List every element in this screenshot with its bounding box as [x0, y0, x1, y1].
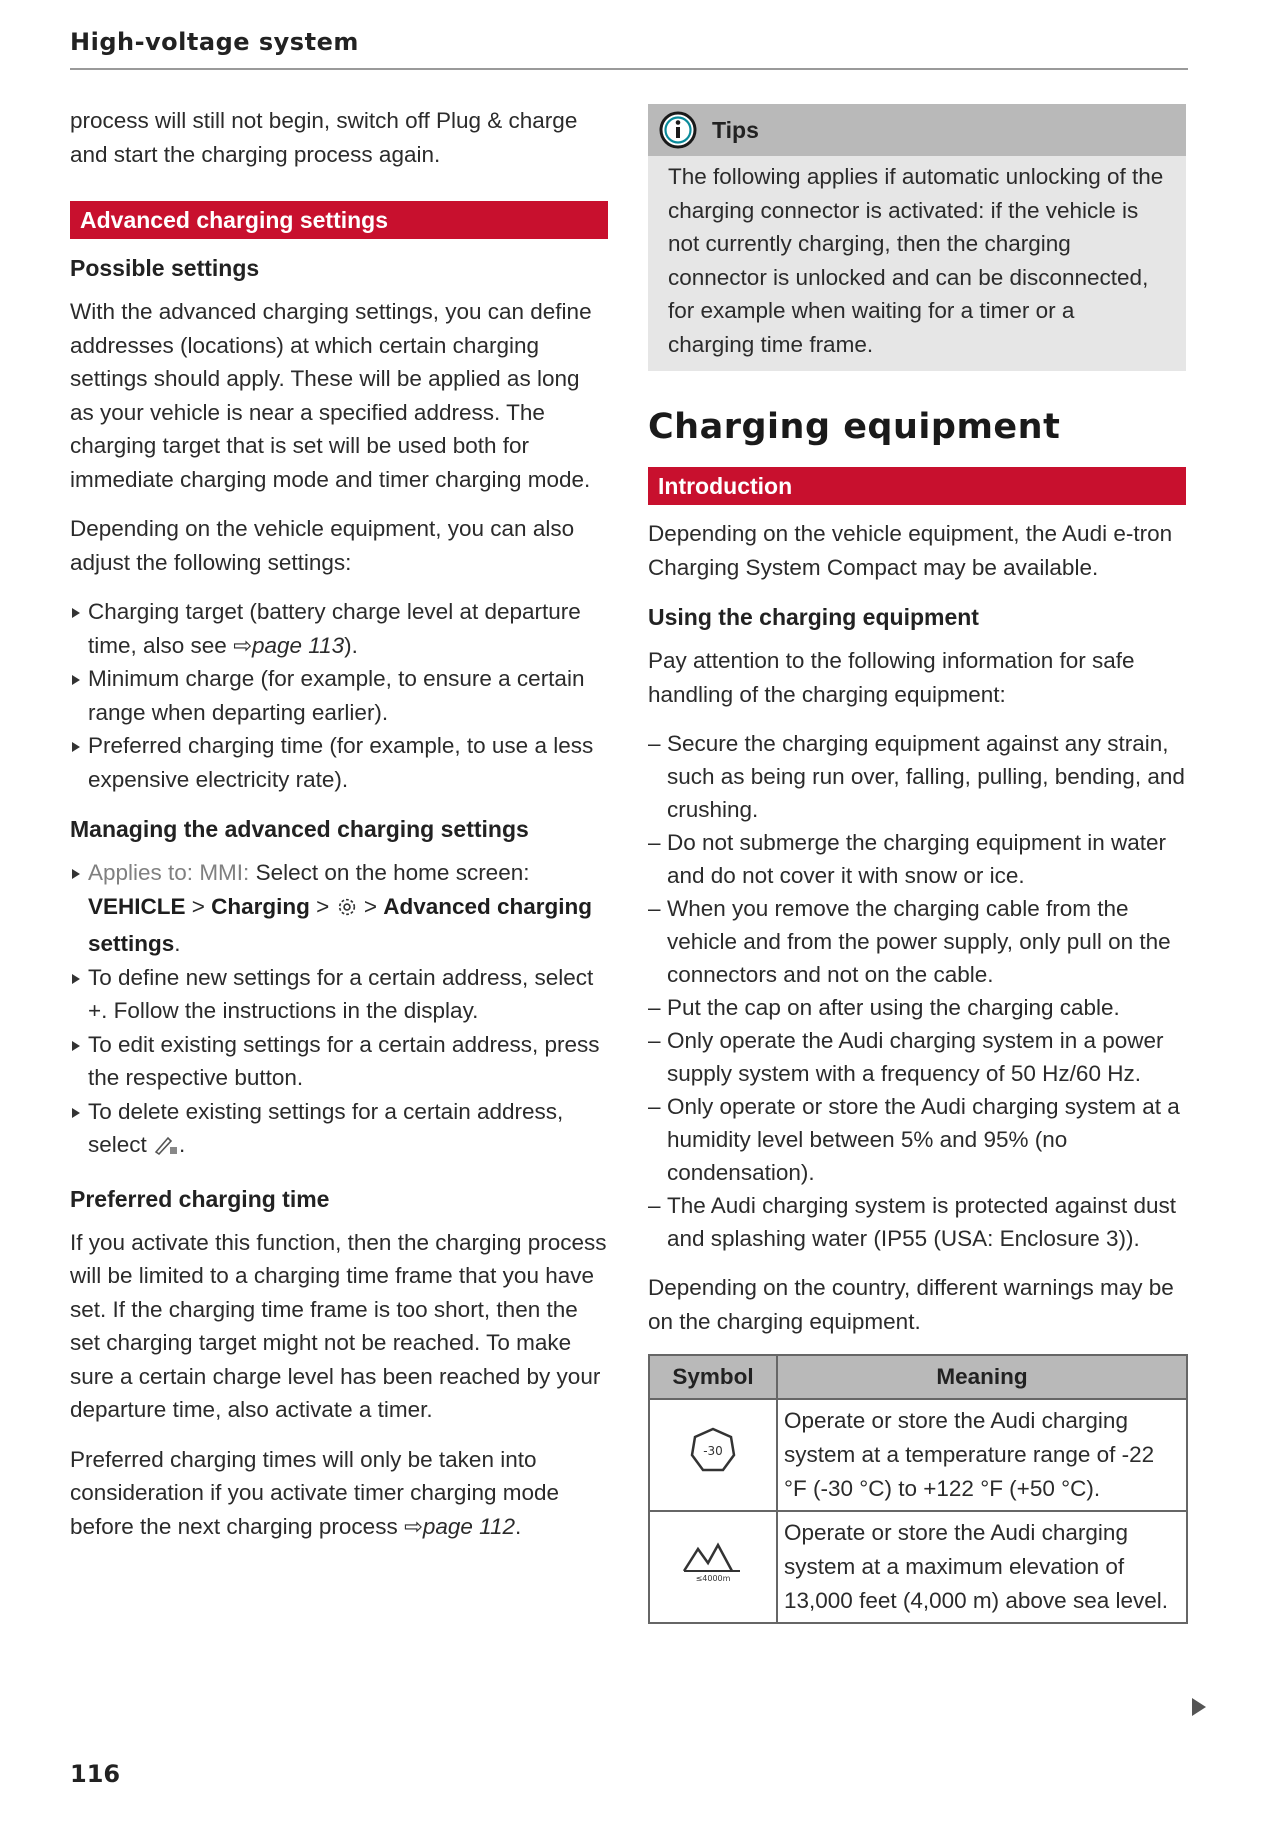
list-item: – When you remove the charging cable from the vehicle and from the power supply, only pull on the connectors and not on the cable. — [648, 892, 1186, 991]
safety-list — [648, 727, 1186, 1255]
paragraph-using-2: Depending on the country, different warnings may be on the charging equipment. — [648, 1275, 1174, 1334]
header-divider — [70, 68, 1188, 70]
menu-separator: > — [309, 893, 336, 919]
tips-box — [648, 104, 1186, 371]
paragraph-text: Preferred charging times will only be taken into consideration if you activate timer charging mode before the next charging process — [70, 1446, 560, 1539]
page-number: 116 — [70, 1760, 121, 1788]
symbol-table — [648, 1354, 1188, 1624]
right-column — [648, 104, 1186, 1624]
column-header-symbol: Symbol — [649, 1355, 777, 1399]
menu-separator: > — [185, 893, 212, 919]
menu-path-charging: Charging — [211, 893, 310, 919]
elevation-icon — [680, 1537, 746, 1587]
section-bar-introduction: Introduction — [648, 467, 1186, 505]
meaning-cell: Operate or store the Audi charging system at a temperature range of -22 °F (-30 °C) to +122 °F (+50 °C). — [777, 1399, 1187, 1511]
page-ref-link[interactable]: page 112 — [422, 1513, 515, 1539]
gear-icon — [336, 894, 358, 928]
running-header: High-voltage system — [70, 28, 359, 56]
intro-paragraph: process will still not begin, switch off Plug & charge and start the charging process again. — [70, 108, 578, 167]
list-item: Minimum charge (for example, to ensure a certain range when departing earlier). — [70, 662, 608, 729]
list-item — [70, 1095, 608, 1166]
edit-delete-icon — [153, 1132, 179, 1166]
page-ref-arrow: ⇨ — [233, 632, 252, 658]
bullet-tail: . — [174, 931, 181, 956]
list-item: To define new settings for a certain address, select +. Follow the instructions in the display. — [70, 961, 608, 1028]
page-ref-arrow: ⇨ — [403, 1513, 423, 1539]
bullet-text: To delete existing settings for a certain address, select — [88, 1098, 564, 1157]
table-row — [649, 1511, 1187, 1623]
bullet-text: Select on the home screen: — [249, 860, 530, 885]
bullet-tail: ). — [344, 632, 358, 658]
list-item: To edit existing settings for a certain address, press the respective button. — [70, 1028, 608, 1095]
heading-managing-settings: Managing the advanced charging settings — [70, 816, 529, 842]
left-column — [70, 104, 608, 1559]
paragraph-preferred-2 — [70, 1443, 608, 1544]
heading-preferred-charging-time: Preferred charging time — [70, 1185, 330, 1212]
possible-settings-list — [70, 595, 608, 796]
bullet-text: Charging target (battery charge level at departure time, also see — [88, 599, 581, 658]
info-icon — [658, 110, 698, 150]
continue-arrow-icon — [1192, 1698, 1206, 1716]
menu-path-advanced: Advanced charging settings — [88, 893, 593, 956]
intro-paragraph-right: Depending on the vehicle equipment, the Audi e-tron Charging System Compact may be available. — [648, 521, 1173, 580]
heading-possible-settings: Possible settings — [70, 255, 260, 281]
section-bar-advanced-charging: Advanced charging settings — [70, 201, 608, 239]
temperature-range-icon — [688, 1425, 738, 1475]
meaning-cell: Operate or store the Audi charging system at a maximum elevation of 13,000 feet (4,000 m) above sea level. — [777, 1511, 1187, 1623]
elevation-icon-label: ≤4000m — [695, 1574, 731, 1583]
heading-using-equipment: Using the charging equipment — [648, 604, 979, 630]
list-item — [70, 856, 608, 961]
managing-list — [70, 856, 608, 1166]
table-row — [649, 1399, 1187, 1511]
list-item: – The Audi charging system is protected against dust and splashing water (IP55 (USA: Enclosure 3)). — [648, 1189, 1186, 1255]
symbol-cell — [649, 1399, 777, 1511]
list-item: Preferred charging time (for example, to use a less expensive electricity rate). — [70, 729, 608, 796]
paragraph-possible-settings-1: With the advanced charging settings, you can define addresses (locations) at which certain charging settings should apply. These will be applied as long as your vehicle is near a specified address. The charging target that is set will be used both for immediate charging mode and timer charging mode. — [70, 299, 592, 492]
paragraph-tail: . — [515, 1513, 522, 1539]
paragraph-preferred-1: If you activate this function, then the charging process will be limited to a charging time frame that you have set. If the charging time frame is too short, then the set charging target might not be reached. To make sure a certain charge level has been reached by your departure time, also activate a timer. — [70, 1229, 607, 1422]
temperature-icon-label: -30 — [703, 1444, 723, 1458]
tips-header — [648, 104, 1186, 156]
menu-separator: > — [357, 893, 384, 919]
list-item: – Do not submerge the charging equipment in water and do not cover it with snow or ice. — [648, 826, 1186, 892]
page-ref-link[interactable]: page 113 — [251, 632, 345, 658]
menu-path-vehicle: VEHICLE — [88, 893, 186, 919]
table-header-row — [649, 1355, 1187, 1399]
tips-body: The following applies if automatic unlocking of the charging connector is activated: if the vehicle is not currently charging, then the charging connector is unlocked and can be disconnected, for example when waiting for a timer or a charging time frame. — [668, 164, 1164, 357]
list-item: – Put the cap on after using the charging cable. — [648, 991, 1186, 1024]
tips-title: Tips — [712, 116, 759, 143]
symbol-cell — [649, 1511, 777, 1623]
list-item: – Secure the charging equipment against any strain, such as being run over, falling, pulling, bending, and crushing. — [648, 727, 1186, 826]
bullet-tail: . — [179, 1132, 186, 1157]
chapter-title: Charging equipment — [648, 407, 1061, 447]
list-item: – Only operate or store the Audi charging system at a humidity level between 5% and 95% (no condensation). — [648, 1090, 1186, 1189]
list-item — [70, 595, 608, 662]
paragraph-using-1: Pay attention to the following information for safe handling of the charging equipment: — [648, 648, 1135, 707]
column-header-meaning: Meaning — [777, 1355, 1187, 1399]
applies-to-label: Applies to: MMI: — [88, 860, 250, 885]
list-item: – Only operate the Audi charging system in a power supply system with a frequency of 50 Hz/60 Hz. — [648, 1024, 1186, 1090]
paragraph-possible-settings-2: Depending on the vehicle equipment, you can also adjust the following settings: — [70, 516, 575, 575]
